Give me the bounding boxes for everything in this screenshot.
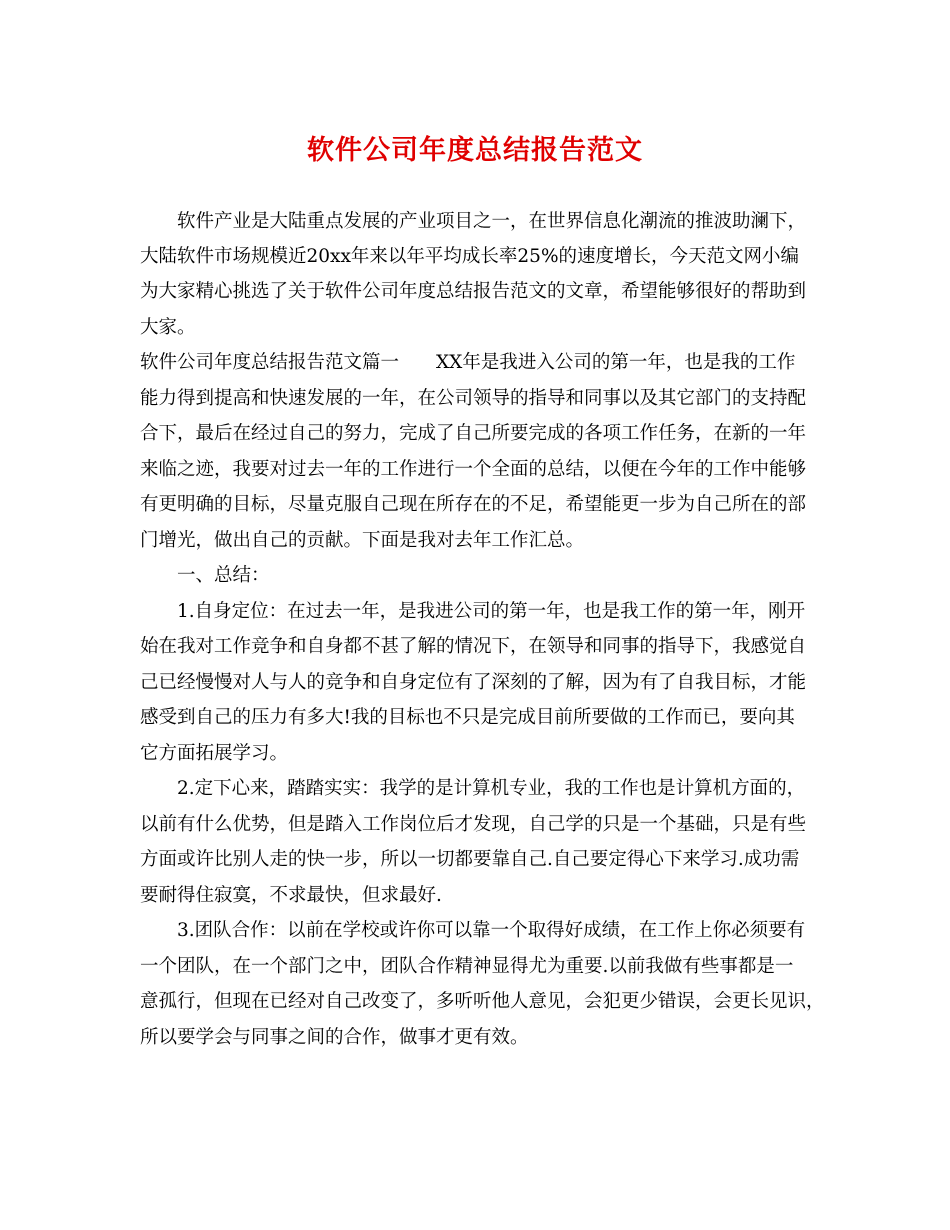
- paragraph-line: 意孤行，但现在已经对自己改变了，多听听他人意见，会犯更少错误，会更长见识，: [140, 991, 825, 1012]
- paragraph-line: 软件产业是大陆重点发展的产业项目之一，在世界信息化潮流的推波助澜下，: [177, 211, 807, 232]
- paragraph-line: 方面或许比别人走的快一步，所以一切都要靠自己.自己要定得心下来学习.成功需: [140, 849, 800, 870]
- paragraph-line: 为大家精心挑选了关于软件公司年度总结报告范文的文章，希望能够很好的帮助到: [140, 281, 807, 302]
- paragraph-line: 一个团队，在一个部门之中，团队合作精神显得尤为重要.以前我做有些事都是一: [140, 956, 794, 977]
- paragraph-line: 大陆软件市场规模近20xx年来以年平均成长率25%的速度增长，今天范文网小编: [140, 246, 800, 267]
- paragraph-line: 能力得到提高和快速发展的一年，在公司领导的指导和同事以及其它部门的支持配: [140, 388, 807, 409]
- paragraph-line: 3.团队合作：以前在学校或许你可以靠一个取得好成绩，在工作上你必须要有: [177, 920, 806, 941]
- paragraph-line: 门增光，做出自己的贡献。下面是我对去年工作汇总。: [140, 530, 585, 551]
- paragraph-line: 己已经慢慢对人与人的竞争和自身定位有了深刻的了解，因为有了自我目标，才能: [140, 672, 807, 693]
- paragraph-line: 2.定下心来，踏踏实实：我学的是计算机专业，我的工作也是计算机方面的，: [177, 778, 806, 799]
- paragraph-line: 大家。: [140, 317, 196, 338]
- paragraph-line: 1.自身定位：在过去一年，是我进公司的第一年，也是我工作的第一年，刚开: [177, 601, 806, 622]
- paragraph-line: 软件公司年度总结报告范文篇一 XX年是我进入公司的第一年，也是我的工作: [140, 352, 796, 373]
- paragraph-line: 它方面拓展学习。: [140, 743, 289, 764]
- paragraph-line: 来临之迹，我要对过去一年的工作进行一个全面的总结，以便在今年的工作中能够: [140, 459, 807, 480]
- section-heading: 一、总结：: [177, 565, 270, 586]
- paragraph-line: 合下，最后在经过自己的努力，完成了自己所要完成的各项工作任务，在新的一年: [140, 423, 807, 444]
- paragraph-line: 以前有什么优势，但是踏入工作岗位后才发现，自己学的只是一个基础，只是有些: [140, 814, 807, 835]
- paragraph-line: 有更明确的目标，尽量克服自己现在所存在的不足，希望能更一步为自己所在的部: [140, 494, 807, 515]
- document-title: 软件公司年度总结报告范文: [307, 135, 643, 166]
- paragraph-line: 始在我对工作竞争和自身都不甚了解的情况下，在领导和同事的指导下，我感觉自: [140, 636, 807, 657]
- paragraph-line: 感受到自己的压力有多大!我的目标也不只是完成目前所要做的工作而已，要向其: [140, 707, 795, 728]
- paragraph-line: 要耐得住寂寞，不求最快，但求最好.: [140, 885, 442, 906]
- paragraph-line: 所以要学会与同事之间的合作，做事才更有效。: [140, 1027, 529, 1048]
